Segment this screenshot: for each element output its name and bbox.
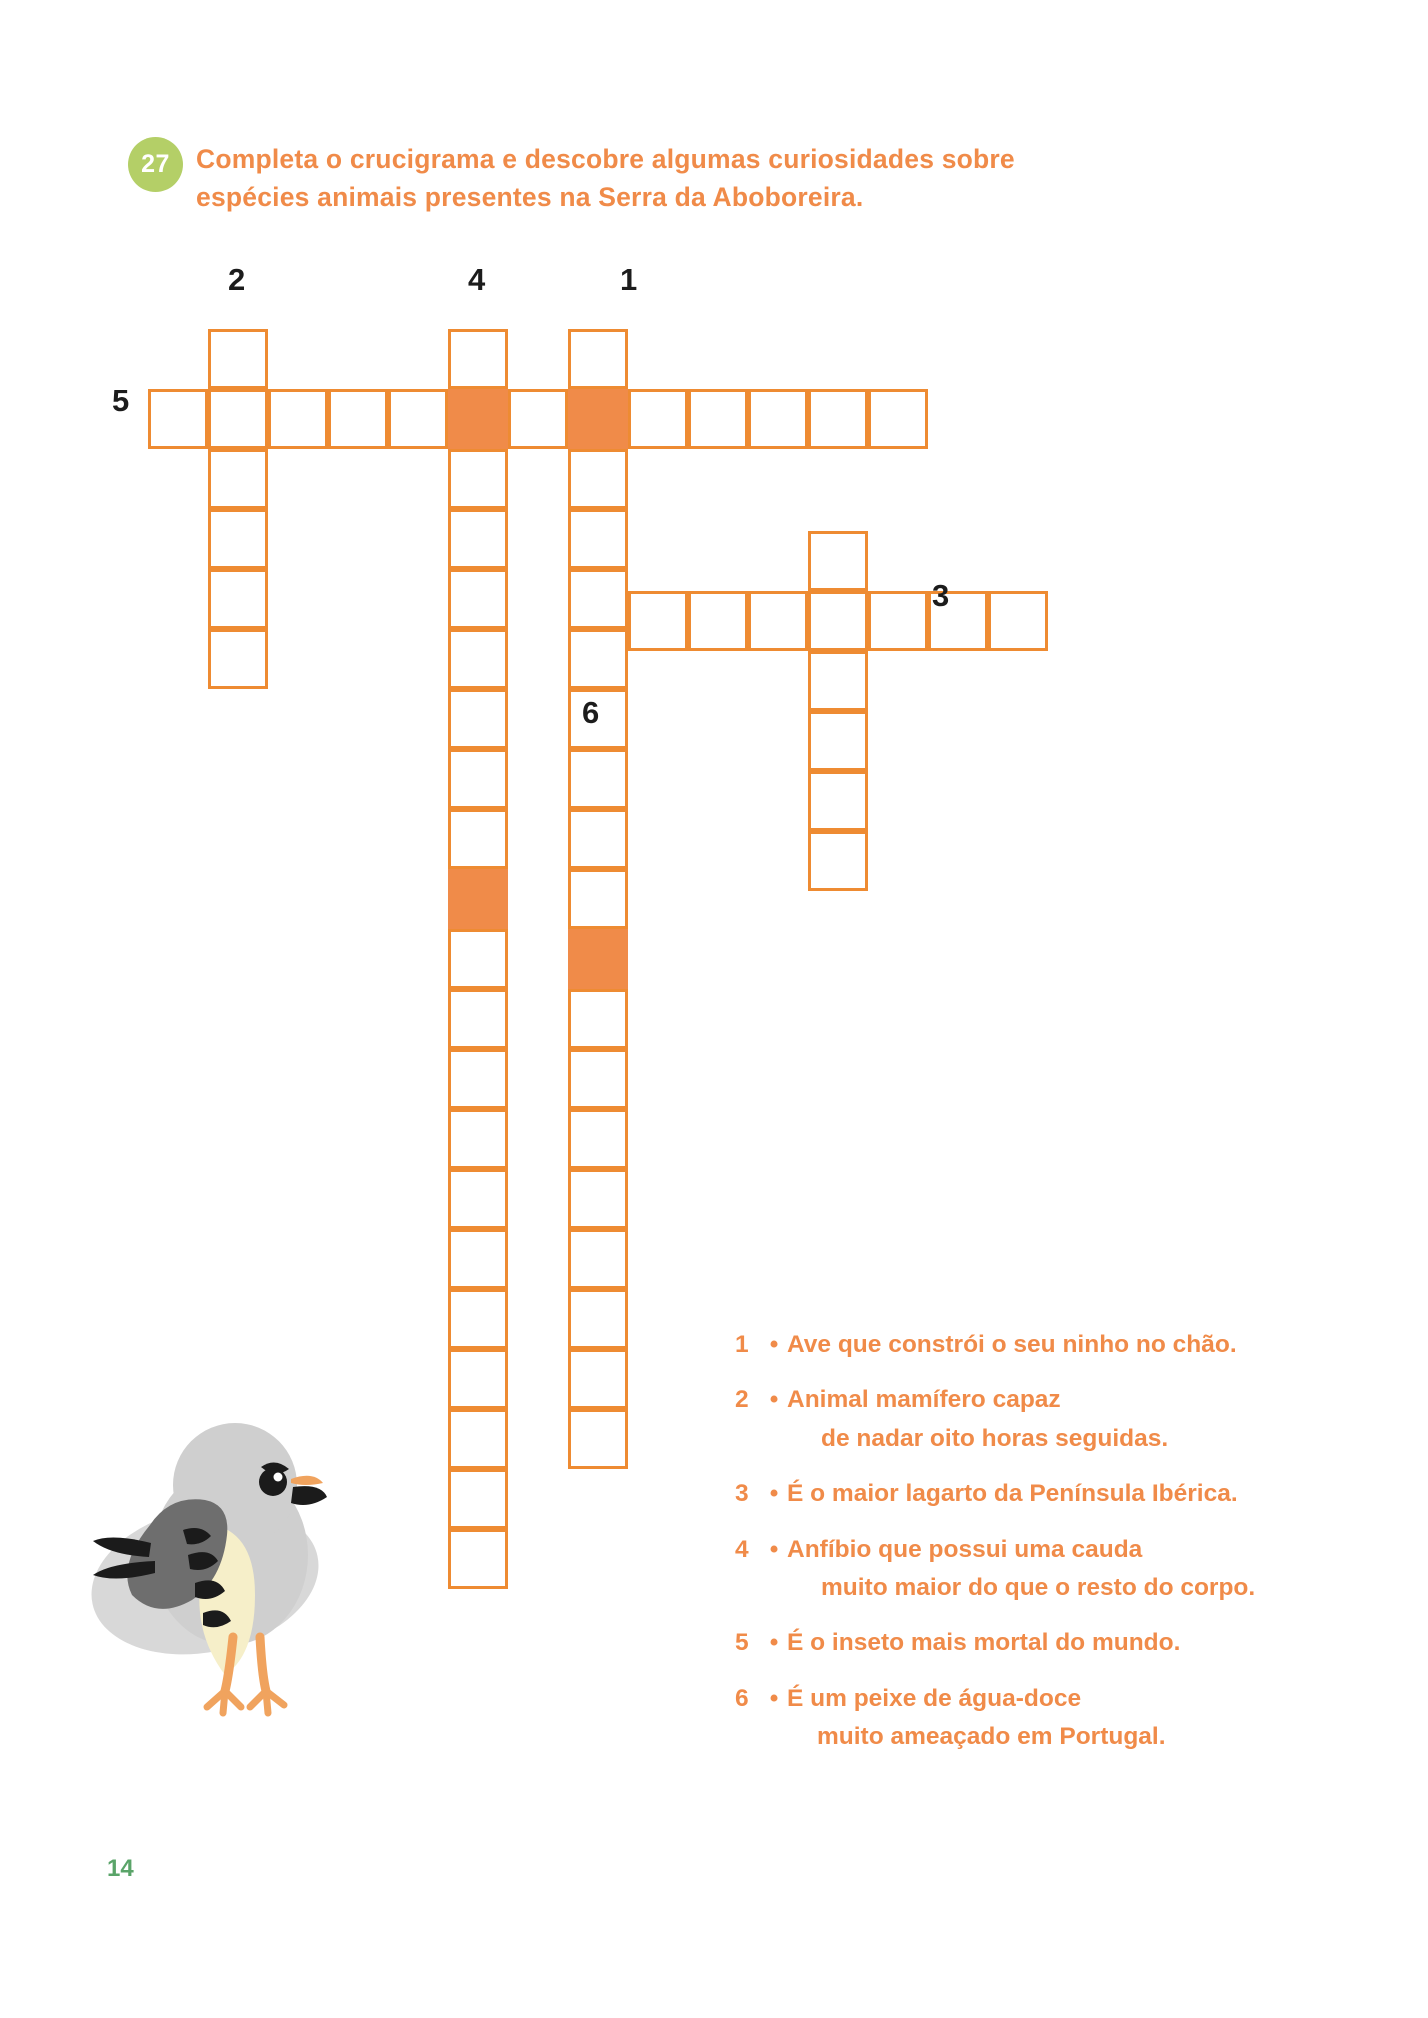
crossword-cell[interactable]: [448, 1469, 508, 1529]
clue-number: 1: [735, 1331, 749, 1358]
crossword-cell[interactable]: [688, 389, 748, 449]
crossword-cell[interactable]: [208, 509, 268, 569]
crossword-cell[interactable]: [568, 329, 628, 389]
crossword-cell[interactable]: [748, 591, 808, 651]
crossword-cell[interactable]: [448, 1169, 508, 1229]
crossword-cell[interactable]: [808, 389, 868, 449]
crossword-cell[interactable]: [568, 629, 628, 689]
crossword-cell[interactable]: [808, 831, 868, 891]
crossword-cell[interactable]: [808, 591, 868, 651]
crossword-cell[interactable]: [568, 569, 628, 629]
crossword-cell[interactable]: [808, 531, 868, 591]
clue-item: [735, 1628, 1375, 1657]
clue-text: É o maior lagarto da Península Ibérica.: [787, 1480, 1238, 1508]
crossword-number-5: 5: [112, 383, 130, 418]
crossword-cell[interactable]: [628, 591, 688, 651]
clue-number: 4: [735, 1535, 749, 1563]
page-number: 14: [107, 1855, 134, 1882]
crossword-cell[interactable]: [208, 569, 268, 629]
crossword-cell[interactable]: [568, 809, 628, 869]
crossword-cell-filled: [568, 389, 628, 449]
crossword-cell[interactable]: [448, 989, 508, 1049]
clue-bullet-icon: •: [769, 1386, 779, 1414]
clue-list: [735, 1330, 1375, 1778]
clue-item: [735, 1684, 1375, 1752]
clue-number: 2: [735, 1386, 749, 1414]
clue-item: [735, 1330, 1375, 1359]
clue-text: Animal mamífero capaz de nadar oito horas seguidas.: [787, 1386, 1169, 1452]
crossword-cell[interactable]: [448, 1349, 508, 1409]
crossword-cell[interactable]: [568, 989, 628, 1049]
crossword-cell[interactable]: [568, 1409, 628, 1469]
clue-item: [735, 1535, 1375, 1603]
crossword-cell[interactable]: [568, 869, 628, 929]
crossword-cell[interactable]: [808, 771, 868, 831]
crossword-cell[interactable]: [568, 749, 628, 809]
crossword-cell[interactable]: [448, 1229, 508, 1289]
crossword-cell[interactable]: [988, 591, 1048, 651]
crossword-cell[interactable]: [448, 1109, 508, 1169]
crossword-cell[interactable]: [148, 389, 208, 449]
clue-bullet-icon: •: [769, 1331, 779, 1358]
clue-bullet-icon: •: [769, 1480, 779, 1508]
clue-item: [735, 1479, 1375, 1508]
crossword-cell[interactable]: [388, 389, 448, 449]
crossword-cell[interactable]: [568, 1169, 628, 1229]
exercise-number-badge: 27: [128, 137, 183, 192]
clue-bullet-icon: •: [769, 1684, 779, 1712]
crossword-cell[interactable]: [568, 509, 628, 569]
crossword-cell[interactable]: [448, 929, 508, 989]
crossword-number-6: 6: [582, 695, 600, 730]
crossword-cell[interactable]: [748, 389, 808, 449]
crossword-cell[interactable]: [208, 629, 268, 689]
crossword-cell[interactable]: [808, 711, 868, 771]
crossword-cell-filled: [448, 389, 508, 449]
exercise-instruction: Completa o crucigrama e descobre algumas curiosidades sobre espécies animais presentes na Serra da Aboboreira.: [196, 144, 1015, 212]
crossword-cell[interactable]: [448, 1049, 508, 1109]
clue-number: 6: [735, 1684, 749, 1712]
crossword-cell[interactable]: [448, 1529, 508, 1589]
bird-illustration: [55, 1375, 355, 1775]
crossword-number-4: 4: [468, 262, 486, 297]
clue-number: 5: [735, 1629, 749, 1657]
crossword-cell[interactable]: [868, 389, 928, 449]
crossword-cell[interactable]: [328, 389, 388, 449]
crossword-cell[interactable]: [568, 1049, 628, 1109]
crossword-cell[interactable]: [208, 389, 268, 449]
clue-number: 3: [735, 1480, 749, 1508]
crossword-number-1: 1: [620, 262, 638, 297]
crossword-cell[interactable]: [508, 389, 568, 449]
crossword-cell[interactable]: [448, 689, 508, 749]
crossword-cell-filled: [568, 929, 628, 989]
crossword-cell[interactable]: [448, 629, 508, 689]
crossword-cell[interactable]: [208, 449, 268, 509]
crossword-cell[interactable]: [568, 1289, 628, 1349]
crossword-number-3: 3: [932, 578, 950, 613]
crossword-cell[interactable]: [448, 749, 508, 809]
crossword-cell[interactable]: [448, 509, 508, 569]
clue-text: É um peixe de água-doce muito ameaçado em Portugal.: [787, 1684, 1166, 1751]
clue-bullet-icon: •: [769, 1535, 779, 1563]
crossword-cell[interactable]: [448, 809, 508, 869]
clue-text: Anfíbio que possui uma cauda muito maior do que o resto do corpo.: [787, 1535, 1256, 1601]
crossword-cell[interactable]: [568, 449, 628, 509]
crossword-cell[interactable]: [568, 1229, 628, 1289]
crossword-cell[interactable]: [868, 591, 928, 651]
crossword-cell[interactable]: [448, 569, 508, 629]
crossword-cell[interactable]: [568, 1109, 628, 1169]
crossword-cell[interactable]: [448, 1409, 508, 1469]
crossword-cell[interactable]: [688, 591, 748, 651]
clue-item: [735, 1385, 1375, 1453]
crossword-cell[interactable]: [808, 651, 868, 711]
crossword-cell[interactable]: [568, 1349, 628, 1409]
crossword-cell[interactable]: [208, 329, 268, 389]
crossword-cell[interactable]: [448, 1289, 508, 1349]
crossword-cell-filled: [448, 869, 508, 929]
clue-text: É o inseto mais mortal do mundo.: [787, 1629, 1181, 1657]
crossword-number-2: 2: [228, 262, 246, 297]
clue-text: Ave que constrói o seu ninho no chão.: [787, 1331, 1237, 1358]
crossword-cell[interactable]: [628, 389, 688, 449]
crossword-cell[interactable]: [448, 449, 508, 509]
crossword-cell[interactable]: [448, 329, 508, 389]
clue-bullet-icon: •: [769, 1629, 779, 1657]
crossword-cell[interactable]: [268, 389, 328, 449]
